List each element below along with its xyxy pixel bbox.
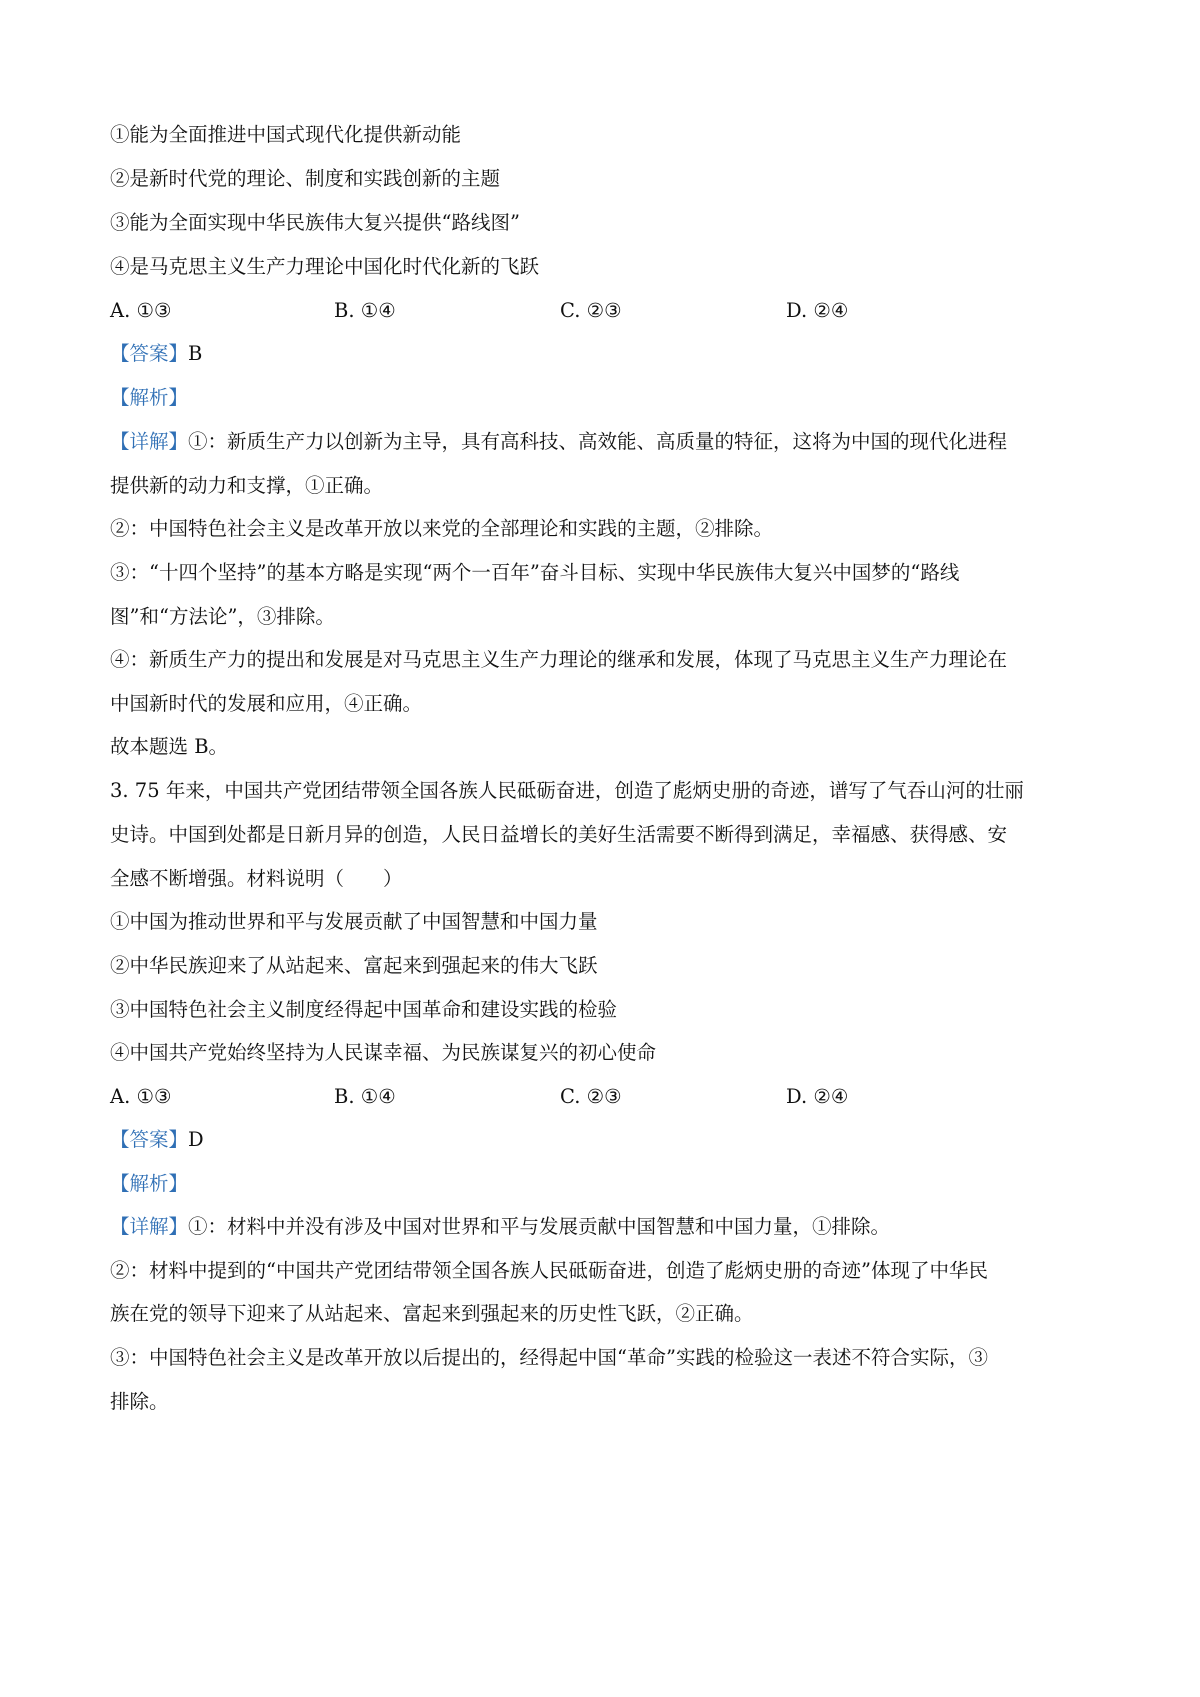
q2-detail-line-4: ③：“十四个坚持”的基本方略是实现“两个一百年”奋斗目标、实现中华民族伟大复兴中国梦的“路线 <box>110 561 960 584</box>
q3-detail-label: 【详解】 <box>110 1215 189 1238</box>
q3-option-b: B. ①④ <box>334 1085 396 1108</box>
q3-analysis <box>110 1170 1100 1198</box>
q2-analysis <box>110 384 1100 412</box>
q3-detail-text-1: ①：材料中并没有涉及中国对世界和平与发展贡献中国智慧和中国力量，①排除。 <box>188 1215 891 1238</box>
q3-item-1: ①中国为推动世界和平与发展贡献了中国智慧和中国力量 <box>110 910 598 933</box>
q3-item-3: ③中国特色社会主义制度经得起中国革命和建设实践的检验 <box>110 998 618 1021</box>
q3-detail-line-5: 排除。 <box>110 1390 169 1413</box>
q3-detail-line-2: ②：材料中提到的“中国共产党团结带领全国各族人民砥砺奋进，创造了彪炳史册的奇迹”体现了中华民 <box>110 1259 988 1282</box>
q3-answer-value: D <box>188 1128 204 1151</box>
q3-detail-line-4: ③：中国特色社会主义是改革开放以后提出的，经得起中国“革命”实践的检验这一表述不符合实际，③ <box>110 1346 988 1369</box>
q3-item-2: ②中华民族迎来了从站起来、富起来到强起来的伟大飞跃 <box>110 954 598 977</box>
q2-option-d: D. ②④ <box>786 299 849 322</box>
q2-option-c: C. ②③ <box>560 299 622 322</box>
q2-item-2: ②是新时代党的理论、制度和实践创新的主题 <box>110 167 501 190</box>
q3-stem-line-2: 史诗。中国到处都是日新月异的创造，人民日益增长的美好生活需要不断得到满足，幸福感、获得感、安 <box>110 823 1008 846</box>
q2-detail-line-7: 中国新时代的发展和应用，④正确。 <box>110 692 423 715</box>
q2-option-a: A. ①③ <box>110 299 172 322</box>
q2-answer <box>110 340 1100 368</box>
q2-answer-label: 【答案】 <box>110 342 189 365</box>
q3-stem-line-1: 3. 75 年来，中国共产党团结带领全国各族人民砥砺奋进，创造了彪炳史册的奇迹，谱写了气吞山河的壮丽 <box>110 779 1024 802</box>
q2-detail-line-2: 提供新的动力和支撑，①正确。 <box>110 474 384 497</box>
q2-detail-line-1 <box>110 428 1100 456</box>
q2-detail-line-6: ④：新质生产力的提出和发展是对马克思主义生产力理论的继承和发展，体现了马克思主义生产力理论在 <box>110 648 1008 671</box>
q2-detail-text-1: ①：新质生产力以创新为主导，具有高科技、高效能、高质量的特征，这将为中国的现代化进程 <box>188 430 1008 453</box>
q2-item-3: ③能为全面实现中华民族伟大复兴提供“路线图” <box>110 211 520 234</box>
q3-option-a: A. ①③ <box>110 1085 172 1108</box>
q2-detail-line-3: ②：中国特色社会主义是改革开放以来党的全部理论和实践的主题，②排除。 <box>110 517 774 540</box>
q2-detail-label: 【详解】 <box>110 430 189 453</box>
q3-option-c: C. ②③ <box>560 1085 622 1108</box>
q2-answer-value: B <box>188 342 203 365</box>
q3-answer <box>110 1126 1100 1154</box>
q3-analysis-label: 【解析】 <box>110 1172 189 1195</box>
q3-stem-line-3: 全感不断增强。材料说明（ ） <box>110 867 403 890</box>
q3-option-d: D. ②④ <box>786 1085 849 1108</box>
q3-detail-line-3: 族在党的领导下迎来了从站起来、富起来到强起来的历史性飞跃，②正确。 <box>110 1302 754 1325</box>
q2-option-b: B. ①④ <box>334 299 396 322</box>
q2-detail-line-5: 图”和“方法论”，③排除。 <box>110 605 335 628</box>
q3-item-4: ④中国共产党始终坚持为人民谋幸福、为民族谋复兴的初心使命 <box>110 1041 657 1064</box>
q2-conclusion: 故本题选 B。 <box>110 735 229 758</box>
q2-item-4: ④是马克思主义生产力理论中国化时代化新的飞跃 <box>110 255 540 278</box>
q2-item-1: ①能为全面推进中国式现代化提供新动能 <box>110 123 462 146</box>
q3-detail-line-1 <box>110 1213 1100 1241</box>
q3-answer-label: 【答案】 <box>110 1128 189 1151</box>
q2-analysis-label: 【解析】 <box>110 386 189 409</box>
